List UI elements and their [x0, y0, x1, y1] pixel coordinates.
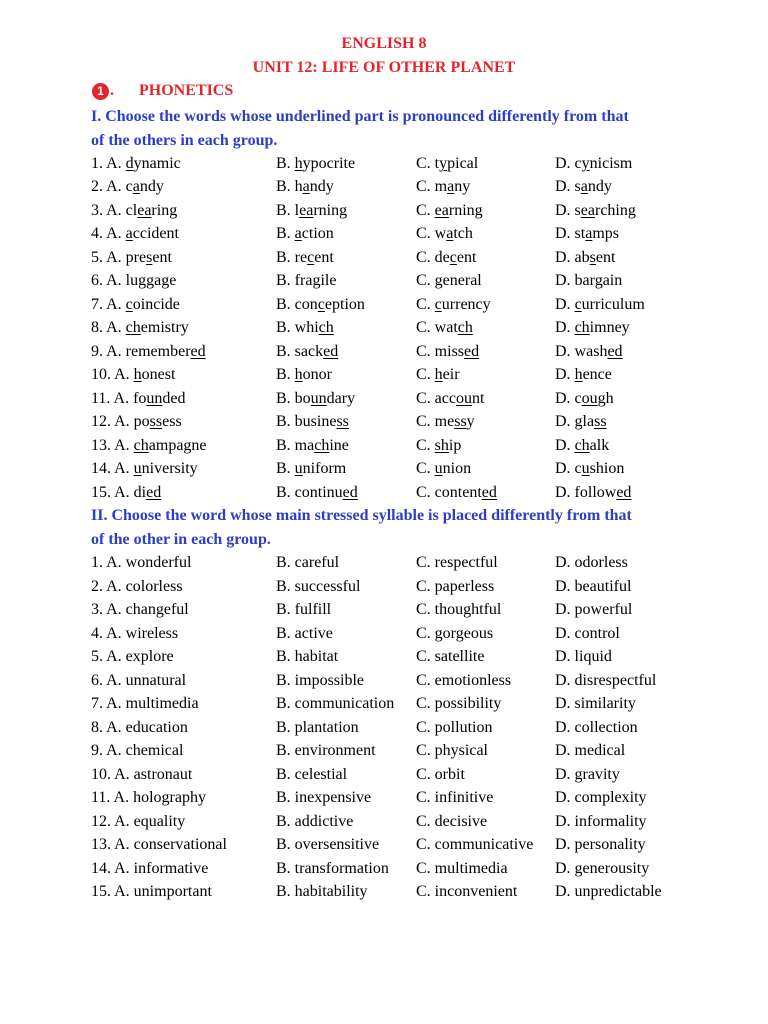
option-d: D. beautiful — [555, 577, 632, 595]
question-row — [0, 222, 768, 246]
option-b: B. fulfill — [276, 601, 332, 618]
option-d: D. bargain — [555, 272, 623, 289]
option-c: C. respectful — [416, 554, 498, 571]
option-a: 12. A. possess — [91, 413, 182, 430]
option-d: D. unpredictable — [555, 883, 662, 900]
question-row — [0, 293, 768, 317]
option-d: D. collection — [555, 718, 638, 736]
option-b: B. addictive — [276, 812, 354, 830]
option-c: C. possibility — [416, 695, 502, 712]
option-b: B. sacked — [276, 342, 339, 360]
option-a: 8. A. education — [91, 718, 188, 736]
option-c: C. physical — [416, 742, 488, 759]
option-c: C. heir — [416, 366, 460, 383]
question-row — [0, 269, 768, 293]
question-row — [0, 692, 768, 716]
option-b: B. environment — [276, 742, 376, 759]
option-c: C. emotionless — [416, 671, 512, 689]
option-a: 14. A. university — [91, 460, 198, 477]
option-b: B. active — [276, 624, 333, 642]
option-d: D. generousity — [555, 859, 650, 877]
option-c: C. messy — [416, 413, 475, 430]
option-c: C. multimedia — [416, 859, 508, 877]
option-c: C. typical — [416, 154, 479, 172]
option-c: C. account — [416, 389, 485, 407]
option-c: C. union — [416, 460, 472, 477]
option-d: D. similarity — [555, 695, 636, 712]
option-a: 11. A. holography — [91, 789, 206, 806]
option-b: B. celestial — [276, 765, 348, 783]
option-a: 6. A. unnatural — [91, 671, 187, 689]
option-c: C. currency — [416, 295, 491, 313]
question-row — [0, 763, 768, 787]
option-a: 5. A. explore — [91, 648, 174, 665]
question-row — [0, 434, 768, 458]
option-d: D. liquid — [555, 648, 612, 665]
option-c: C. watch — [416, 319, 473, 336]
option-a: 3. A. changeful — [91, 601, 189, 618]
option-b: B. habitability — [276, 883, 368, 900]
worksheet-title: ENGLISH 8 — [341, 35, 427, 52]
question-row — [0, 857, 768, 881]
option-a: 9. A. chemical — [91, 742, 184, 759]
option-d: D. followed — [555, 483, 632, 501]
option-b: B. recent — [276, 248, 334, 266]
option-a: 4. A. accident — [91, 225, 179, 242]
option-a: 15. A. unimportant — [91, 883, 212, 900]
option-d: D. informality — [555, 812, 647, 830]
option-c: C. pollution — [416, 718, 493, 736]
question-row — [0, 669, 768, 693]
option-b: B. conception — [276, 295, 365, 313]
part2-instruction-line1: II. Choose the word whose main stressed syllable is placed differently from that — [91, 507, 632, 524]
option-d: D. searching — [555, 201, 636, 219]
option-b: B. fragile — [276, 272, 337, 289]
question-row — [0, 246, 768, 270]
question-row — [0, 363, 768, 387]
option-d: D. cynicism — [555, 154, 633, 172]
option-c: C. ship — [416, 436, 462, 454]
option-a: 6. A. luggage — [91, 272, 177, 289]
question-row — [0, 199, 768, 223]
option-d: D. chimney — [555, 319, 630, 336]
question-row — [0, 316, 768, 340]
option-b: B. business — [276, 413, 349, 430]
option-b: B. plantation — [276, 718, 359, 736]
option-c: C. satellite — [416, 648, 485, 665]
option-d: D. stamps — [555, 225, 620, 242]
option-c: C. many — [416, 178, 471, 195]
option-b: B. honor — [276, 366, 332, 383]
option-b: B. oversensitive — [276, 836, 380, 853]
part2-instruction-line2: of the other in each group. — [91, 530, 271, 548]
option-d: D. chalk — [555, 436, 610, 454]
option-b: B. boundary — [276, 389, 356, 407]
question-row — [0, 786, 768, 810]
question-row — [0, 575, 768, 599]
option-c: C. general — [416, 272, 482, 289]
question-row — [0, 622, 768, 646]
option-a: 8. A. chemistry — [91, 319, 189, 336]
option-c: C. paperless — [416, 577, 495, 595]
section-label: PHONETICS — [139, 82, 234, 99]
option-a: 5. A. present — [91, 248, 172, 266]
option-b: B. handy — [276, 178, 334, 195]
option-a: 1. A. wonderful — [91, 554, 192, 571]
question-row — [0, 340, 768, 364]
option-c: C. missed — [416, 342, 480, 360]
option-d: D. powerful — [555, 601, 633, 618]
option-a: 10. A. honest — [91, 366, 176, 383]
question-row — [0, 387, 768, 411]
question-row — [0, 175, 768, 199]
question-row — [0, 880, 768, 904]
option-a: 10. A. astronaut — [91, 765, 193, 783]
question-row — [0, 152, 768, 176]
section-heading-phonetics: 1 . PHONETICS — [92, 80, 233, 102]
option-a: 13. A. conservational — [91, 836, 227, 853]
option-c: C. gorgeous — [416, 624, 494, 642]
option-a: 2. A. colorless — [91, 577, 183, 595]
option-c: C. infinitive — [416, 789, 494, 806]
option-a: 4. A. wireless — [91, 624, 179, 642]
option-d: D. gravity — [555, 765, 620, 783]
option-a: 3. A. clearing — [91, 201, 178, 219]
option-b: B. transformation — [276, 859, 389, 877]
question-row — [0, 481, 768, 505]
question-row — [0, 739, 768, 763]
option-b: B. hypocrite — [276, 154, 356, 172]
option-d: D. absent — [555, 248, 616, 266]
option-b: B. habitat — [276, 648, 339, 665]
option-d: D. cushion — [555, 460, 625, 477]
option-d: D. curriculum — [555, 295, 645, 313]
question-row — [0, 551, 768, 575]
option-b: B. uniform — [276, 460, 347, 477]
option-a: 1. A. dynamic — [91, 154, 181, 172]
option-b: B. careful — [276, 554, 340, 571]
option-d: D. hence — [555, 366, 612, 383]
question-row — [0, 716, 768, 740]
option-d: D. personality — [555, 836, 646, 853]
option-c: C. decent — [416, 248, 477, 266]
option-c: C. contented — [416, 483, 497, 501]
question-row — [0, 645, 768, 669]
option-d: D. complexity — [555, 789, 647, 806]
option-d: D. control — [555, 624, 620, 642]
option-d: D. odorless — [555, 554, 628, 571]
option-b: B. learning — [276, 201, 348, 219]
option-d: D. medical — [555, 742, 626, 759]
question-row — [0, 833, 768, 857]
option-a: 14. A. informative — [91, 859, 209, 877]
option-c: C. thoughtful — [416, 601, 502, 618]
option-b: B. successful — [276, 577, 361, 595]
option-c: C. communicative — [416, 836, 534, 853]
option-b: B. impossible — [276, 671, 365, 689]
option-c: C. earning — [416, 201, 483, 219]
option-a: 15. A. died — [91, 483, 162, 501]
option-a: 11. A. founded — [91, 389, 186, 407]
option-a: 2. A. candy — [91, 178, 164, 195]
option-c: C. decisive — [416, 812, 488, 830]
question-row — [0, 598, 768, 622]
unit-title: UNIT 12: LIFE OF OTHER PLANET — [252, 59, 516, 76]
option-a: 9. A. remembered — [91, 342, 206, 360]
option-c: C. inconvenient — [416, 883, 518, 900]
option-d: D. cough — [555, 389, 614, 407]
question-row — [0, 457, 768, 481]
option-d: D. glass — [555, 413, 607, 430]
question-row — [0, 810, 768, 834]
section-number-badge: 1 — [92, 83, 109, 100]
option-b: B. action — [276, 225, 334, 242]
option-a: 13. A. champagne — [91, 436, 207, 454]
option-a: 7. A. multimedia — [91, 695, 199, 712]
option-b: B. which — [276, 319, 334, 336]
option-b: B. continued — [276, 483, 358, 501]
option-b: B. inexpensive — [276, 789, 372, 806]
option-b: B. communication — [276, 695, 395, 712]
option-c: C. watch — [416, 225, 473, 242]
part1-instruction-line1: I. Choose the words whose underlined part is pronounced differently from that — [91, 108, 629, 125]
option-d: D. washed — [555, 342, 623, 360]
question-row — [0, 410, 768, 434]
option-a: 12. A. equality — [91, 812, 186, 830]
option-d: D. disrespectful — [555, 671, 657, 689]
option-d: D. sandy — [555, 178, 612, 195]
option-b: B. machine — [276, 436, 349, 454]
option-a: 7. A. coincide — [91, 295, 180, 313]
option-c: C. orbit — [416, 765, 465, 783]
part1-instruction-line2: of the others in each group. — [91, 131, 278, 149]
